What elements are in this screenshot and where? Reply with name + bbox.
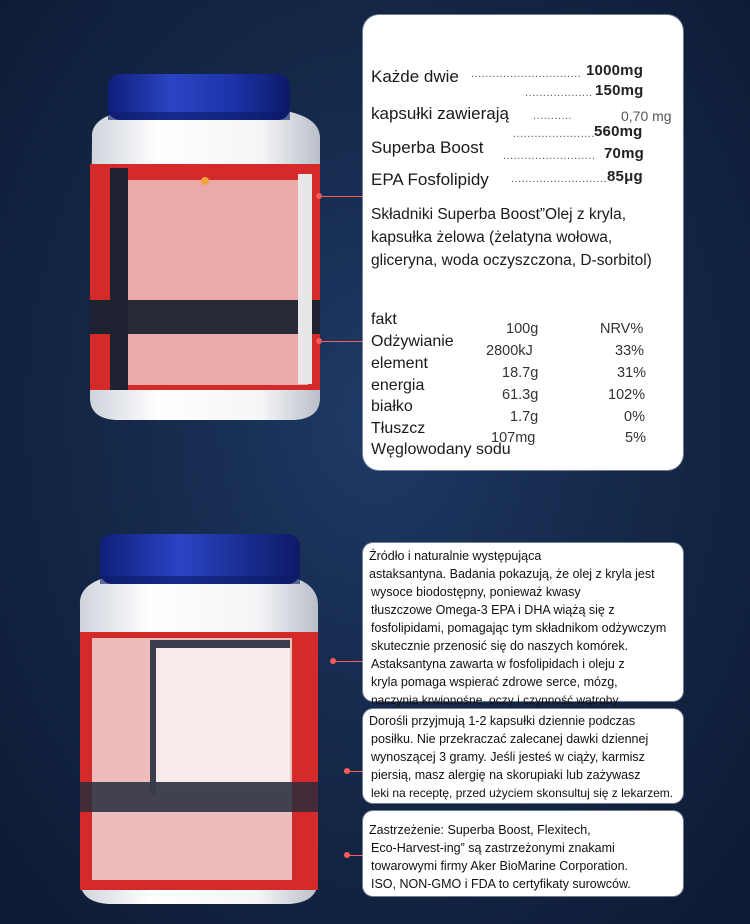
disclaimer-card xyxy=(363,811,683,896)
source-line: wysoce biodostępny, ponieważ kwasy xyxy=(371,585,581,599)
composition-card xyxy=(363,15,683,470)
leader-line xyxy=(348,771,363,772)
composition-dose: 560mg xyxy=(594,123,643,140)
nutrition-value: 61.3g xyxy=(502,387,539,403)
leader-dots: ........... xyxy=(533,110,573,122)
nutrition-label: Tłuszcz xyxy=(371,420,426,437)
nutrition-label: energia xyxy=(371,377,425,394)
disclaimer-line: Eco-Harvest-ing” są zastrzeżonymi znakami xyxy=(371,841,615,855)
composition-dose: 150mg xyxy=(595,82,644,99)
leader-line xyxy=(320,341,363,342)
nutrition-value: 1.7g xyxy=(510,409,539,425)
leader-dots: ................... xyxy=(525,87,593,99)
composition-dose: 70mg xyxy=(604,145,644,162)
composition-dose: 85μg xyxy=(607,168,643,185)
composition-label: kapsułki zawierają xyxy=(371,104,509,123)
dosage-line: piersią, masz alergię na skorupiaki lub zażywasz xyxy=(371,768,641,782)
nutrition-nrv: 33% xyxy=(615,343,645,359)
source-line: naczynia krwionośne, oczy i czynność wątroby xyxy=(371,693,619,707)
source-line: fosfolipidami, pomagając tym składnikom odżywczym xyxy=(371,621,667,635)
source-line: Astaksantyna zawarta w fosfolipidach i oleju z xyxy=(371,657,625,671)
source-line: Źródło i naturalnie występująca xyxy=(369,549,542,563)
nutrition-label: Odżywianie xyxy=(371,333,454,350)
nutrition-label: białko xyxy=(371,398,413,415)
composition-label: EPA Fosfolipidy xyxy=(371,170,489,189)
composition-label: Superba Boost xyxy=(371,138,484,157)
nutrition-label: element xyxy=(371,355,428,372)
source-card xyxy=(363,543,683,707)
ingredients-text: Składniki Superba Boost”Olej z kryla, kapsułka żelowa (żelatyna wołowa, gliceryna, woda oczyszczona, D-sorbitol) xyxy=(371,206,652,269)
leader-line xyxy=(320,196,363,197)
leader-dots: .......................... xyxy=(503,150,596,162)
nutrition-nrv: 31% xyxy=(617,365,647,381)
leader-dots: ............................... xyxy=(471,68,582,80)
nutrition-label: fakt xyxy=(371,311,397,328)
source-line: skutecznie przenosić się do naszych komórek. xyxy=(371,639,629,653)
leader-dots: ....................... xyxy=(513,128,595,140)
supplement-bottle-front xyxy=(70,68,345,428)
dosage-line: leki na receptę, przed użyciem skonsultuj się z lekarzem. xyxy=(371,786,674,800)
leader-line xyxy=(348,855,363,856)
nutrition-header: 100g xyxy=(506,321,539,337)
nutrition-nrv: 102% xyxy=(608,387,646,403)
source-line: kryla pomaga wspierać zdrowe serce, mózg, xyxy=(371,675,618,689)
disclaimer-line: ISO, NON-GMO i FDA to certyfikaty surowców. xyxy=(371,877,631,891)
leader-dots: ........................... xyxy=(511,173,608,185)
disclaimer-line: towarowymi firmy Aker BioMarine Corporation. xyxy=(371,859,629,873)
dosage-card xyxy=(363,709,683,803)
dosage-line: Dorośli przyjmują 1-2 kapsułki dziennie podczas xyxy=(369,714,636,728)
source-line: tłuszczowe Omega-3 EPA i DHA wiążą się z xyxy=(371,603,615,617)
composition-dose: 1000mg xyxy=(586,62,644,79)
supplement-bottle-back xyxy=(78,530,348,910)
nutrition-nrv: 0% xyxy=(624,409,645,425)
nutrition-value: 107mg xyxy=(491,430,536,446)
composition-dose: 0,70 mg xyxy=(621,108,672,124)
nutrition-nrv: 5% xyxy=(625,430,646,446)
nutrition-value: 18.7g xyxy=(502,365,539,381)
source-line: astaksantyna. Badania pokazują, że olej z kryla jest xyxy=(369,567,655,581)
disclaimer-line: Zastrzeżenie: Superba Boost, Flexitech, xyxy=(369,823,591,837)
nutrition-header: NRV% xyxy=(600,321,644,337)
nutrition-label: Węglowodany sodu xyxy=(371,441,511,458)
dosage-line: wynoszącej 3 gramy. Jeśli jesteś w ciąży, karmisz xyxy=(371,750,645,764)
leader-line xyxy=(334,661,363,662)
composition-label: Każde dwie xyxy=(371,67,459,86)
dosage-line: posiłku. Nie przekraczać zalecanej dawki dziennej xyxy=(371,732,649,746)
nutrition-value: 2800kJ xyxy=(486,343,533,359)
